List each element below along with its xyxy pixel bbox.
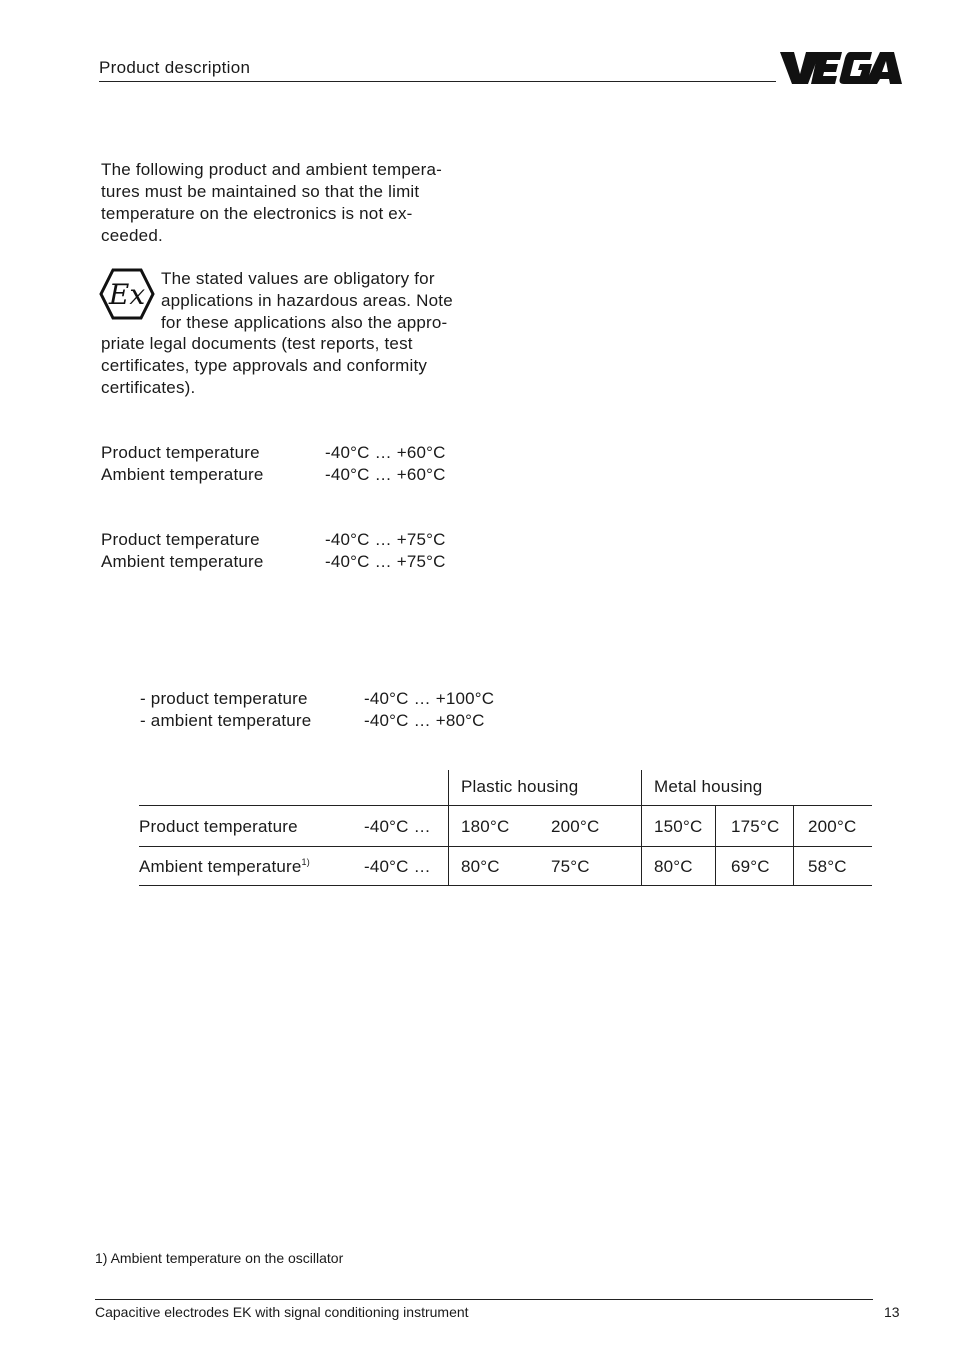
ex-note-line: priate legal documents (test reports, test — [101, 334, 413, 353]
page-number: 13 — [884, 1304, 900, 1320]
range-value: -40°C … +75°C — [325, 530, 446, 549]
table-divider — [448, 770, 449, 885]
table-cell: 80°C — [461, 857, 500, 876]
range-label: Ambient temperature — [101, 552, 264, 571]
footnote-marker: 1) — [301, 857, 310, 867]
table-divider — [793, 806, 794, 885]
table-rule — [139, 885, 872, 886]
intro-line: temperature on the electronics is not ex- — [101, 204, 413, 223]
ex-symbol-icon — [99, 268, 155, 325]
footnote: 1) Ambient temperature on the oscillator — [95, 1250, 344, 1266]
intro-line: The following product and ambient tempera- — [101, 160, 443, 179]
range-label: Product temperature — [101, 530, 260, 549]
intro-line: ceeded. — [101, 226, 163, 245]
table-cell-min: -40°C … — [364, 857, 431, 876]
table-row-label — [139, 857, 310, 877]
range-group-3 — [140, 688, 540, 732]
table-cell: 200°C — [808, 817, 857, 836]
range-value: -40°C … +75°C — [325, 552, 446, 571]
table-cell: 180°C — [461, 817, 510, 836]
table-rule — [139, 846, 872, 847]
range-value: -40°C … +60°C — [325, 443, 446, 462]
table-cell: 200°C — [551, 817, 600, 836]
table-row-label-text: Ambient temperature — [139, 857, 302, 876]
table-cell: 75°C — [551, 857, 590, 876]
ex-note-below — [101, 333, 491, 399]
vega-logo — [780, 50, 902, 93]
ex-note-line: applications in hazardous areas. Note — [161, 291, 453, 310]
range-label: Ambient temperature — [101, 465, 264, 484]
page-section-title: Product description — [99, 58, 251, 77]
range-group-2 — [101, 529, 481, 573]
intro-line: tures must be maintained so that the limit — [101, 182, 420, 201]
table-cell: 58°C — [808, 857, 847, 876]
table-cell: 69°C — [731, 857, 770, 876]
ex-note-line: certificates). — [101, 378, 196, 397]
range-value: -40°C … +80°C — [364, 711, 485, 730]
ex-note-beside — [161, 268, 491, 334]
range-label: Product temperature — [101, 443, 260, 462]
ex-note-line: certificates, type approvals and conformity — [101, 356, 428, 375]
ex-note-line: The stated values are obligatory for — [161, 269, 435, 288]
svg-text:Ex: Ex — [108, 278, 146, 311]
table-cell: 150°C — [654, 817, 703, 836]
intro-paragraph — [101, 159, 491, 247]
range-label: - ambient temperature — [140, 711, 312, 730]
range-value: -40°C … +60°C — [325, 465, 446, 484]
range-value: -40°C … +100°C — [364, 689, 495, 708]
range-label: - product temperature — [140, 689, 308, 708]
range-group-1 — [101, 442, 481, 486]
table-divider — [715, 806, 716, 885]
table-rule — [139, 805, 872, 806]
header-rule — [99, 81, 776, 82]
table-header-plastic: Plastic housing — [461, 777, 579, 796]
table-row-label: Product temperature — [139, 817, 298, 836]
table-divider — [641, 770, 642, 885]
footer-text: Capacitive electrodes EK with signal conditioning instrument — [95, 1304, 469, 1320]
footer-rule — [95, 1299, 873, 1300]
table-header-metal: Metal housing — [654, 777, 763, 796]
table-cell: 80°C — [654, 857, 693, 876]
table-cell: 175°C — [731, 817, 780, 836]
table-cell-min: -40°C … — [364, 817, 431, 836]
ex-note-line: for these applications also the appro- — [161, 313, 448, 332]
